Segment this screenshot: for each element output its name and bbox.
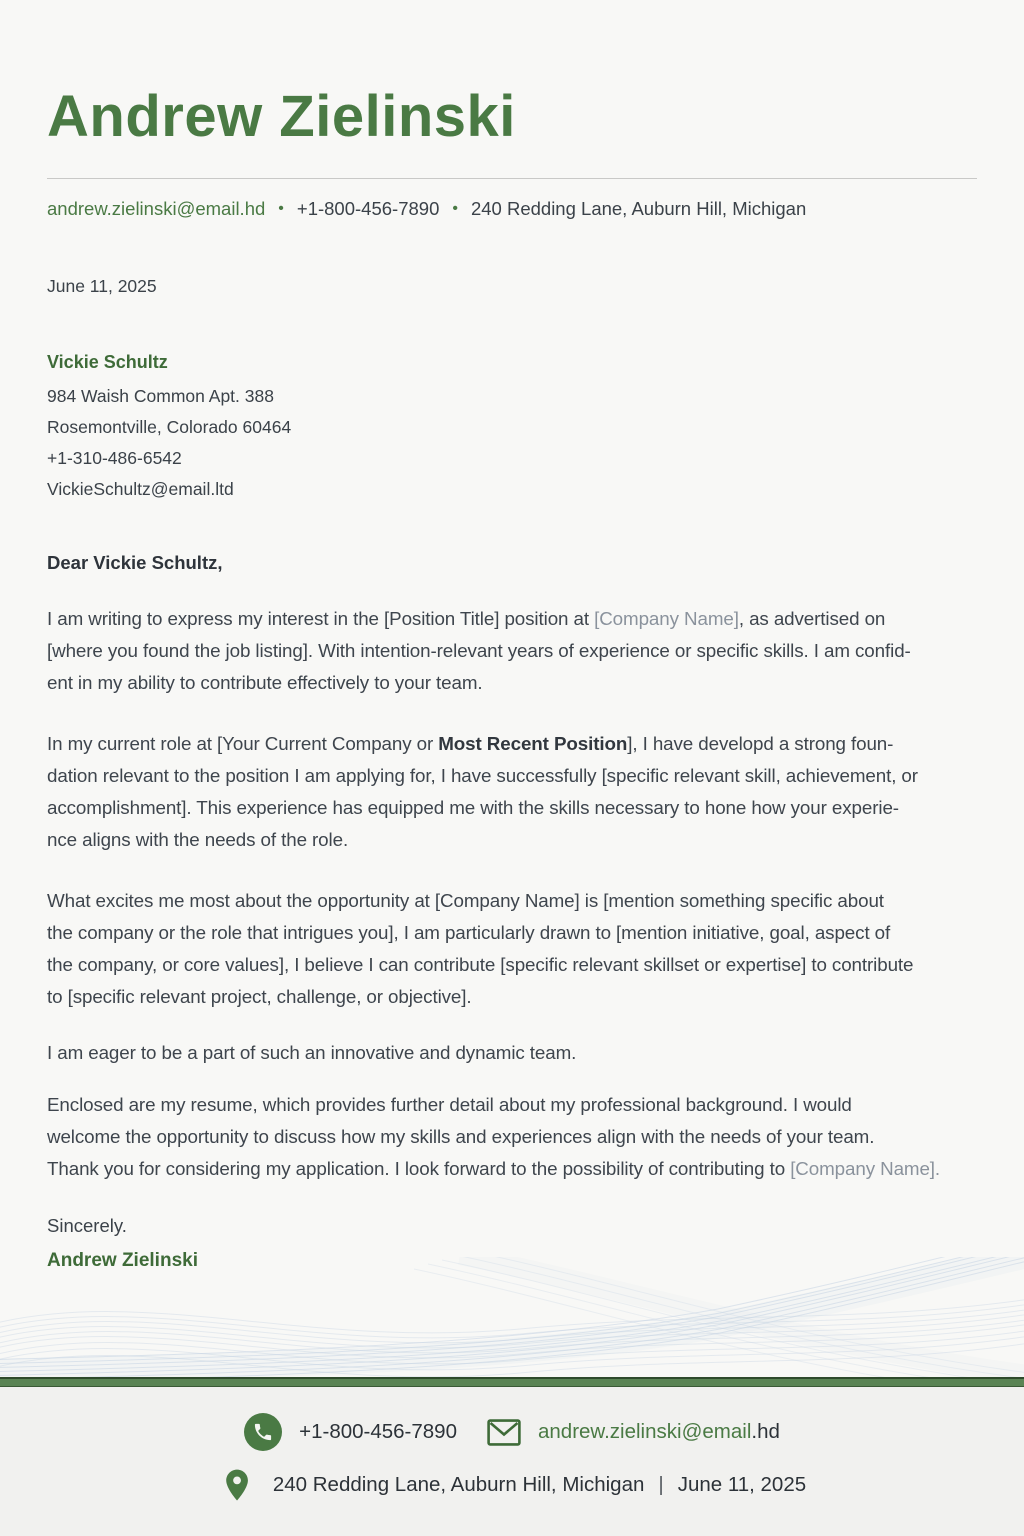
paragraph-line: I am eager to be a part of such an innovative and dynamic team. <box>47 1042 577 1063</box>
bullet-separator-icon: • <box>452 200 458 217</box>
decorative-wave-graphic <box>0 1257 1024 1387</box>
bold-text-run: Most Recent Position <box>438 733 628 754</box>
valediction: Sincerely. <box>47 1215 127 1236</box>
footer-phone: +1-800-456-7890 <box>299 1420 457 1443</box>
paragraph-line <box>47 1153 977 1185</box>
paragraph-line: dation relevant to the position I am applying for, I have successfully [specific relevant skill, achievement, or <box>47 765 918 786</box>
paragraph-line: [where you found the job listing]. With intention-relevant years of experience or specific skills. I am confid- <box>47 640 911 661</box>
paragraph-line: What excites me most about the opportunity at [Company Name] is [mention something specific about <box>47 890 884 911</box>
recipient-address-line1: 984 Waish Common Apt. 388 <box>47 386 274 406</box>
footer-email-suffix: .hd <box>751 1420 780 1443</box>
text-run: In my current role at [Your Current Company or <box>47 733 439 754</box>
text-run: Thank you for considering my application. I look forward to the possibility of contributing to <box>47 1158 791 1179</box>
pipe-separator: | <box>658 1473 664 1496</box>
paragraph-line: Enclosed are my resume, which provides further detail about my professional background. I would <box>47 1094 852 1115</box>
recipient-phone: +1-310-486-6542 <box>47 448 182 468</box>
paragraph-line: ent in my ability to contribute effectively to your team. <box>47 672 483 693</box>
paragraph-line: to [specific relevant project, challenge, or objective]. <box>47 986 472 1007</box>
recipient-name: Vickie Schultz <box>47 352 168 372</box>
phone-icon <box>244 1413 282 1451</box>
envelope-icon <box>487 1419 521 1446</box>
paragraph-line: accomplishment]. This experience has equipped me with the skills necessary to hone how your experie- <box>47 797 899 818</box>
paragraph-5 <box>47 1089 977 1185</box>
paragraph-1 <box>47 603 977 699</box>
paragraph-3 <box>47 885 977 1013</box>
footer-email-green-part[interactable]: andrew.zielinski@email <box>538 1420 752 1443</box>
header-email-link[interactable]: andrew.zielinski@email.hd <box>47 198 266 219</box>
paragraph-line: welcome the opportunity to discuss how my skills and experiences align with the needs of your team. <box>47 1126 875 1147</box>
signature-name: Andrew Zielinski <box>47 1250 198 1271</box>
footer-email-link[interactable] <box>538 1420 780 1444</box>
paragraph-line: nce aligns with the needs of the role. <box>47 829 349 850</box>
recipient-email: VickieSchultz@email.ltd <box>47 479 234 499</box>
header-contact-bar <box>47 198 977 220</box>
page-title: Andrew Zielinski <box>47 84 516 149</box>
text-run: ], I have developd a strong foun- <box>627 733 894 754</box>
placeholder-text: [Company Name]. <box>790 1158 941 1179</box>
header-phone: +1-800-456-7890 <box>296 198 440 219</box>
footer-accent-bar <box>0 1377 1024 1387</box>
recipient-address-line2: Rosemontville, Colorado 60464 <box>47 417 292 437</box>
recipient-block <box>47 347 977 505</box>
location-pin-icon <box>218 1466 256 1504</box>
footer-address-row <box>218 1466 806 1504</box>
placeholder-text: [Company Name] <box>594 608 739 629</box>
paragraph-2 <box>47 728 977 856</box>
footer-date: June 11, 2025 <box>677 1473 807 1496</box>
text-run: I am writing to express my interest in the [Position Title] position at <box>47 608 595 629</box>
salutation: Dear Vickie Schultz, <box>47 552 223 573</box>
header-address: 240 Redding Lane, Auburn Hill, Michigan <box>470 198 807 219</box>
bullet-separator-icon: • <box>278 200 284 217</box>
page-footer <box>0 1387 1024 1536</box>
paragraph-4 <box>47 1037 977 1069</box>
paragraph-line <box>47 603 977 635</box>
footer-address: 240 Redding Lane, Auburn Hill, Michigan <box>272 1473 645 1496</box>
letter-date: June 11, 2025 <box>47 276 157 296</box>
paragraph-line <box>47 728 977 760</box>
header-divider <box>47 178 977 179</box>
paragraph-line: the company, or core values], I believe I can contribute [specific relevant skillset or expertise] to contribute <box>47 954 914 975</box>
paragraph-line: the company or the role that intrigues you], I am particularly drawn to [mention initiative, goal, aspect of <box>47 922 891 943</box>
text-run: , as advertised on <box>738 608 886 629</box>
footer-contact-row <box>244 1413 780 1451</box>
